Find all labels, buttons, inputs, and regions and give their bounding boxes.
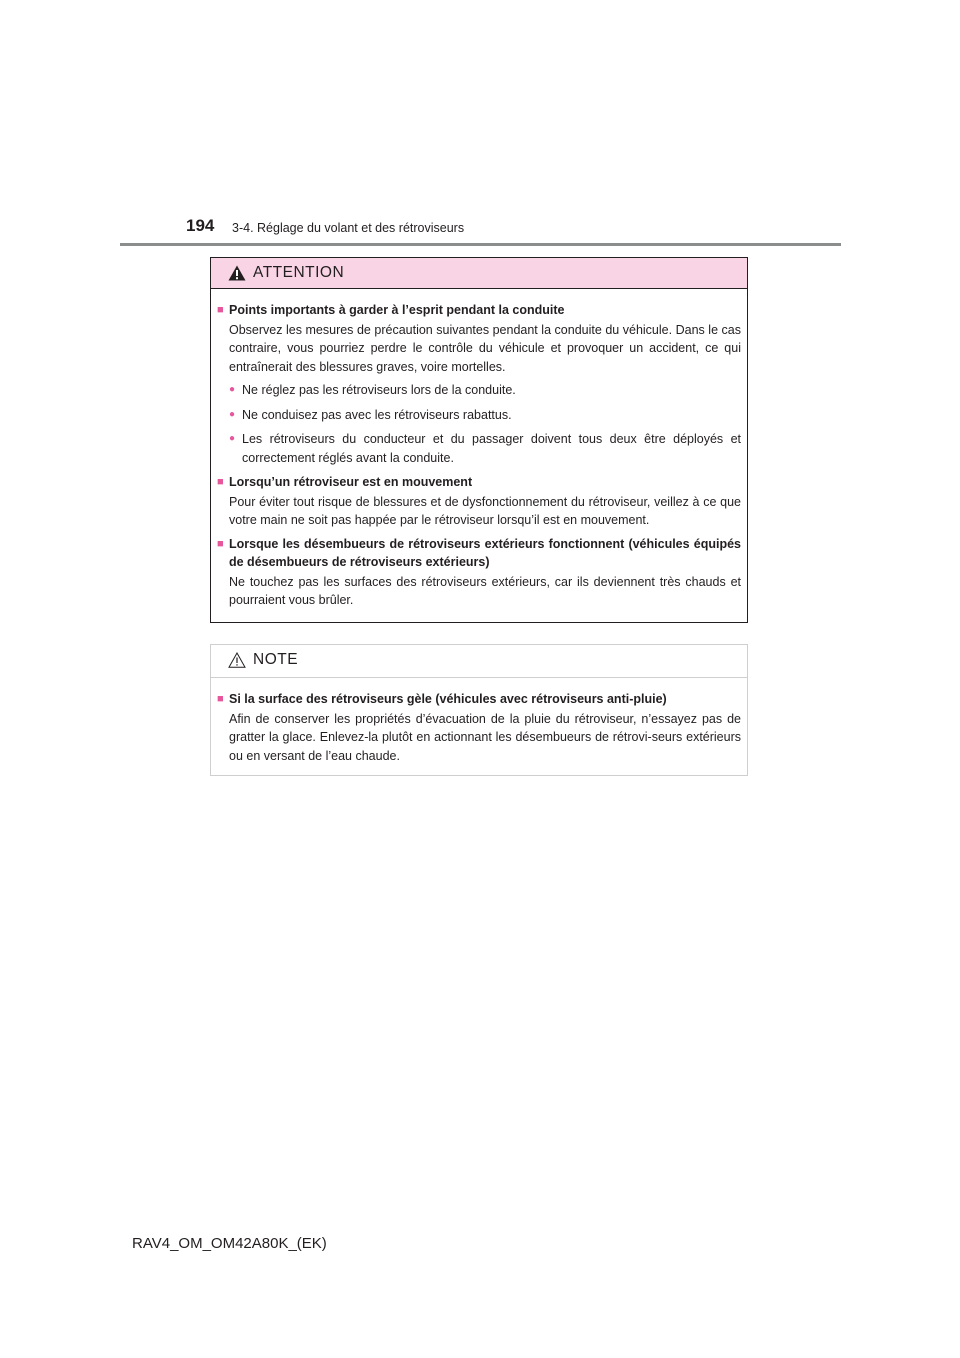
square-bullet-icon: ■ — [217, 693, 224, 705]
attention-item — [217, 301, 741, 467]
section-title: 3-4. Réglage du volant et des rétroviseurs — [232, 221, 465, 235]
note-header — [211, 645, 747, 678]
header-rule — [120, 243, 841, 246]
warning-icon — [228, 265, 246, 281]
page-number: 194 — [186, 216, 215, 235]
item-heading: Si la surface des rétroviseurs gèle (véhicules avec rétroviseurs anti-pluie) — [229, 692, 667, 706]
circle-bullet-icon: ● — [229, 408, 236, 420]
attention-box — [210, 257, 748, 623]
square-bullet-icon: ■ — [217, 476, 224, 488]
caution-outline-icon — [228, 652, 246, 668]
item-text: Ne touchez pas les surfaces des rétroviseurs extérieurs, car ils deviennent très chauds et pourraient vous brûler. — [229, 574, 741, 607]
item-text: Observez les mesures de précaution suivantes pendant la conduite du véhicule. Dans le cas contraire, vous pourriez perdre le contrôle du véhicule et provoquer un accident, ce qui entraînerait des blessures graves, voire mortelles. — [229, 322, 741, 374]
attention-item — [217, 473, 741, 530]
item-heading: Lorsqu’un rétroviseur est en mouvement — [229, 475, 473, 489]
item-heading: Points importants à garder à l’esprit pendant la conduite — [229, 303, 565, 317]
item-text: Afin de conserver les propriétés d’évacuation de la pluie du rétroviseur, n’essayez pas de gratter la glace. Enlevez-la plutôt en actionnant les désembueurs de rétrovi-seurs extérieurs ou en versant de l’eau chaude. — [229, 711, 741, 763]
item-text: Pour éviter tout risque de blessures et de dysfonctionnement du rétroviseur, veillez à ce que votre main ne soit pas happée par le rétroviseur lorsqu’il est en mouvement. — [229, 494, 741, 527]
circle-bullet-icon: ● — [229, 433, 236, 444]
attention-item — [217, 535, 741, 610]
square-bullet-icon: ■ — [217, 304, 224, 316]
list-item: ● Les rétroviseurs du conducteur et du passager doivent tous deux être déployés et correctement réglés avant la conduite. — [229, 430, 741, 467]
list-item: ● Ne conduisez pas avec les rétroviseurs rabattus. — [229, 406, 741, 425]
document-code: RAV4_OM_OM42A80K_(EK) — [132, 1235, 327, 1252]
note-title: NOTE — [253, 651, 299, 668]
attention-header — [211, 258, 747, 289]
circle-bullet-icon: ● — [229, 384, 236, 395]
list-item: ● Ne réglez pas les rétroviseurs lors de la conduite. — [229, 381, 741, 400]
item-heading: Lorsque les désembueurs de rétroviseurs extérieurs fonctionnent (véhicules équipés de désembueurs de rétroviseurs extérieurs) — [229, 536, 741, 569]
note-box — [210, 644, 748, 776]
square-bullet-icon: ■ — [217, 537, 224, 550]
note-item — [217, 690, 741, 765]
attention-title: ATTENTION — [253, 264, 345, 281]
